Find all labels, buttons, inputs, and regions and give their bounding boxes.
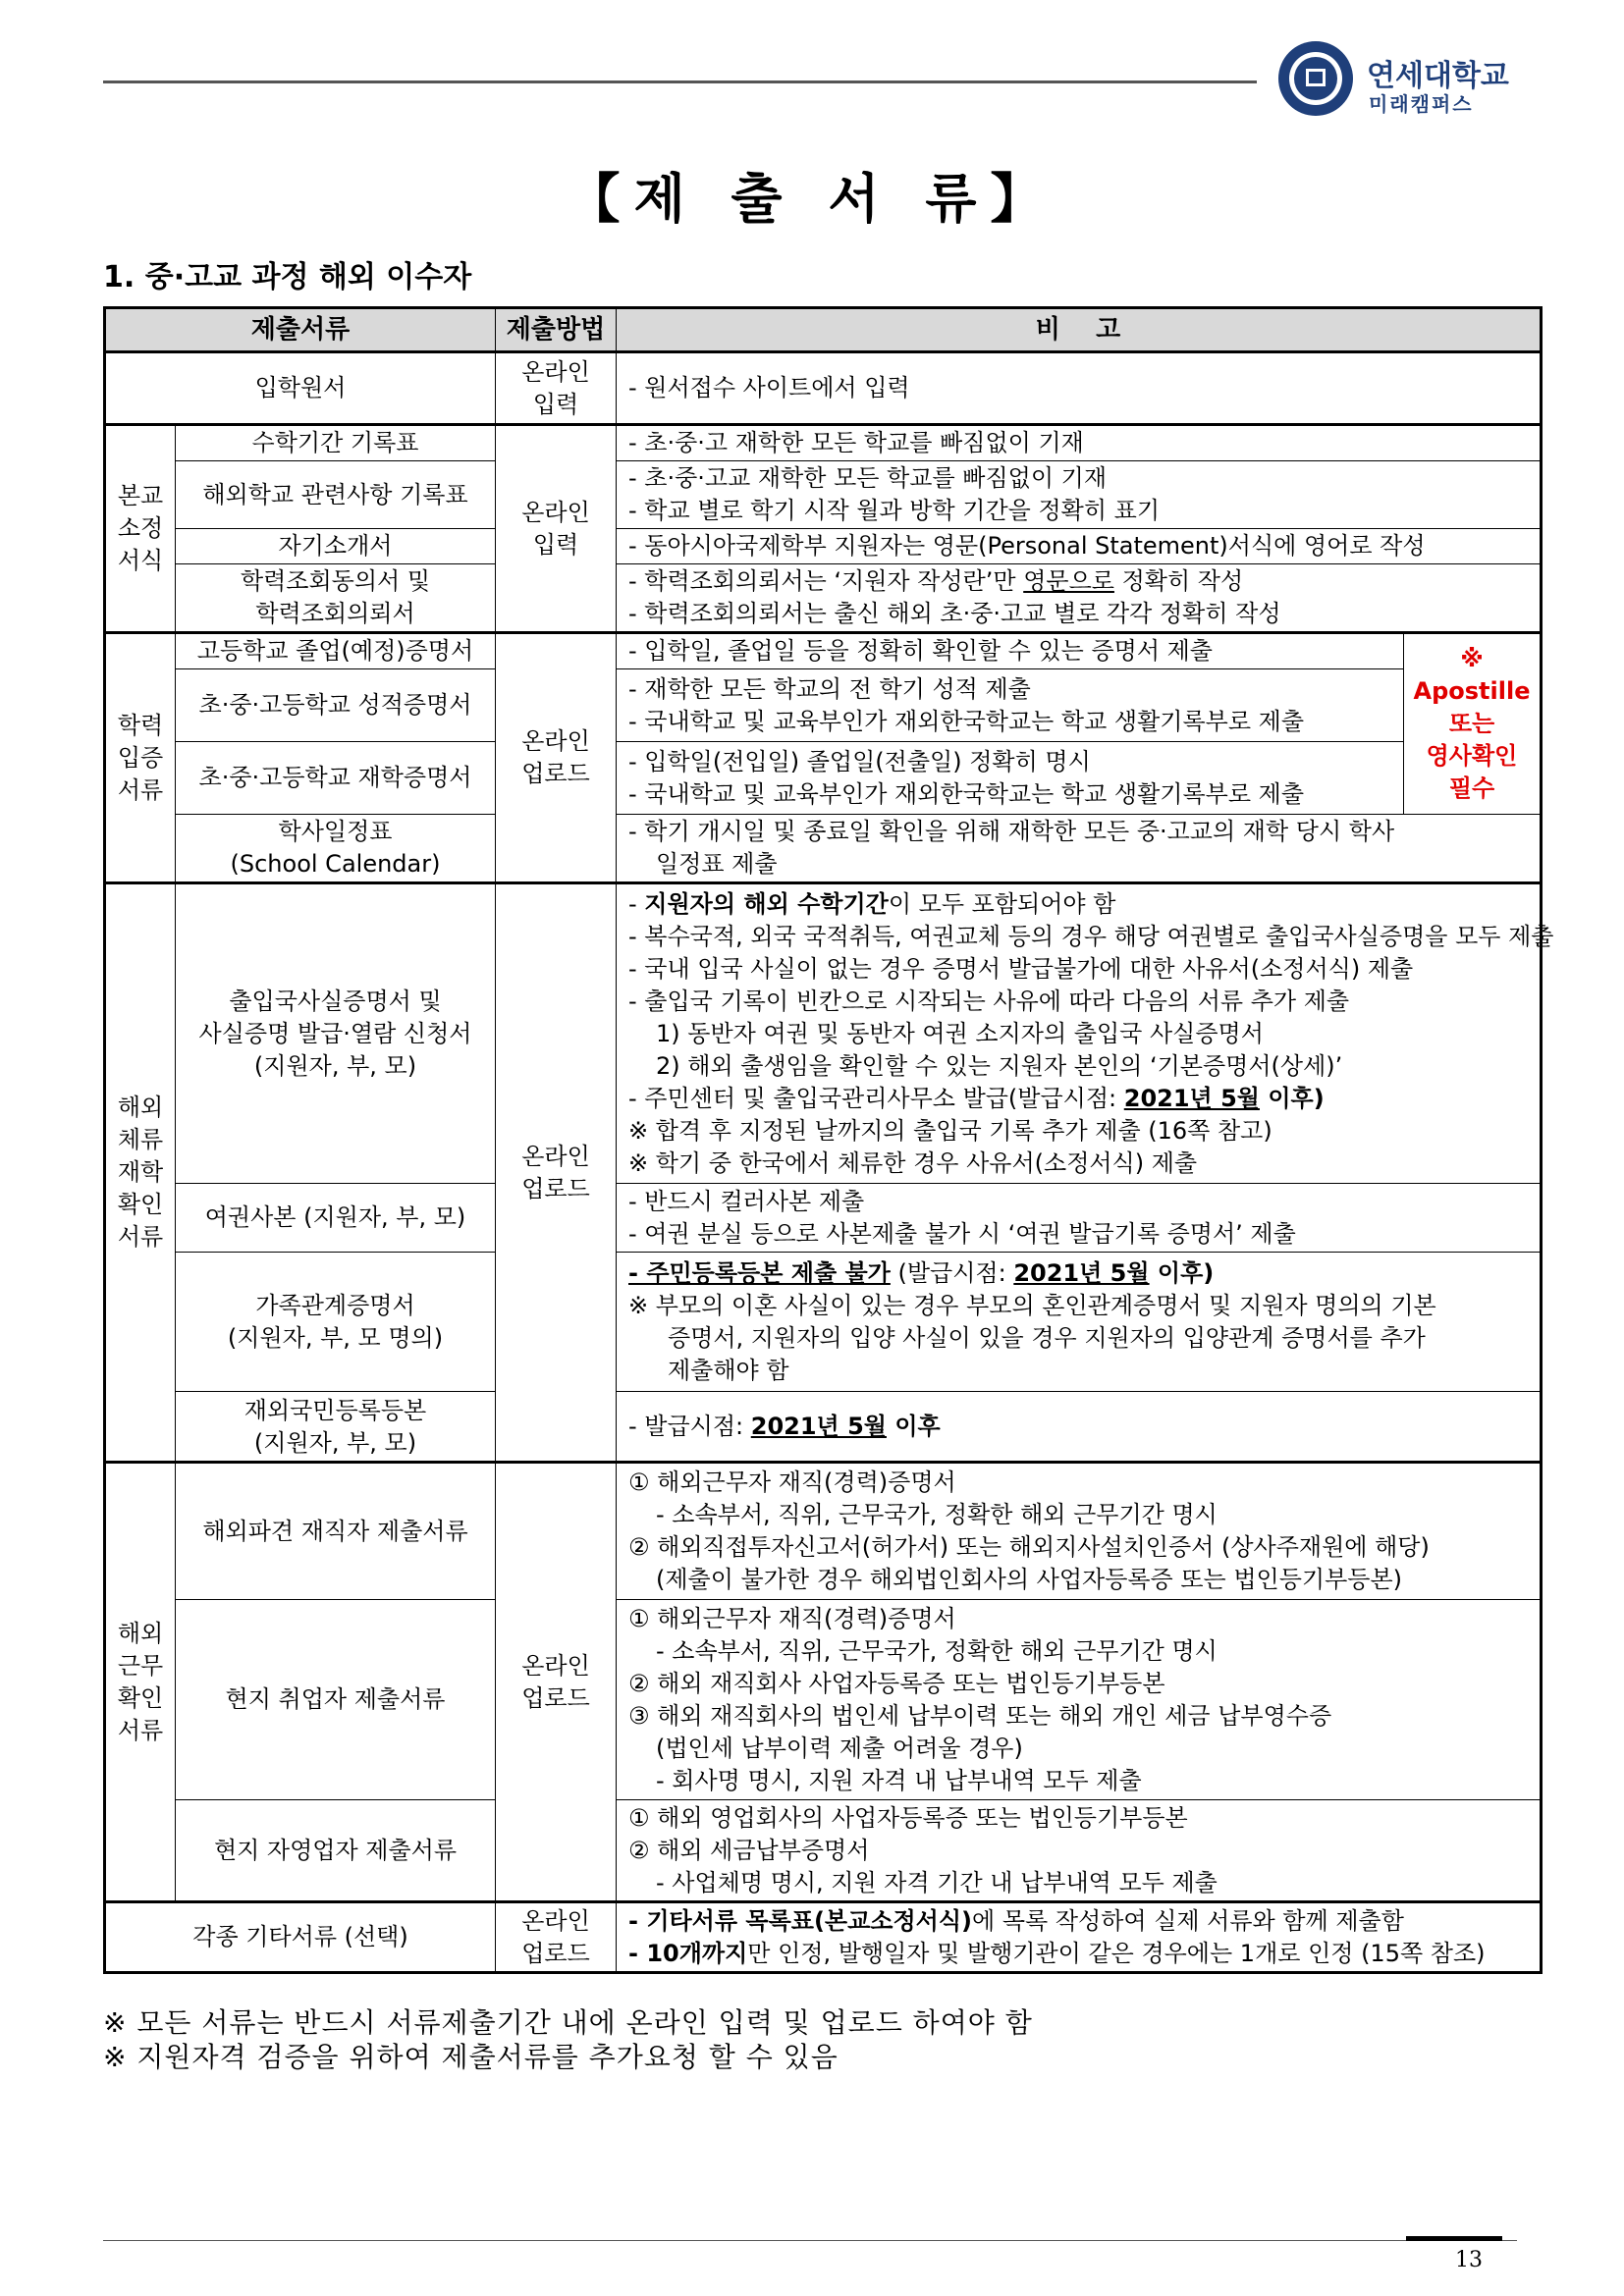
- note-cell: - 주민등록등본 제출 불가 (발급시점: 2021년 5월 이후) ※ 부모의 이혼 사실이 있는 경우 부모의 혼인관계증명서 및 지원자 명의의 기본 증명서, 지원자의 입양 사실이 있을 경우 지원자의 입양관계 증명서를 추가 제출해야 함: [617, 1253, 1542, 1392]
- doc-family-relation: 가족관계증명서 (지원자, 부, 모 명의): [176, 1253, 496, 1392]
- note-cell: - 반드시 컬러사본 제출 - 여권 분실 등으로 사본제출 불가 시 ‘여권 발급기록 증명서’ 제출: [617, 1184, 1542, 1253]
- method-cell: 온라인 업로드: [496, 883, 617, 1463]
- doc-enrollment-cert: 초·중·고등학교 재학증명서: [176, 742, 496, 815]
- doc-graduation-cert: 고등학교 졸업(예정)증명서: [176, 633, 496, 669]
- footer-rule: [103, 2240, 1517, 2241]
- note-cell: ① 해외근무자 재직(경력)증명서 - 소속부서, 직위, 근무국가, 정확한 해외 근무기간 명시 ② 해외 재직회사 사업자등록증 또는 법인등기부등본 ③ 해외 재직회사의 법인세 납부이력 또는 해외 개인 세금 납부영수증 (법인세 납부이력 제출 어려울 경우) - 회사명 명시, 지원 자격 내 납부내역 모두 제출: [617, 1600, 1542, 1800]
- group-label: 학력 입증 서류: [105, 633, 176, 883]
- documents-table: [103, 306, 1554, 1974]
- method-cell: 온라인 업로드: [496, 633, 617, 883]
- note-cell: - 지원자의 해외 수학기간이 모두 포함되어야 함 - 복수국적, 외국 국적취득, 여권교체 등의 경우 해당 여권별로 출입국사실증명을 모두 제출 - 국내 입국 사실이 없는 경우 증명서 발급불가에 대한 사유서(소정서식) 제출 - 출입국 기록이 빈칸으로 시작되는 사유에 따라 다음의 서류 추가 제출 1) 동반자 여권 및 동반자 여권 소지자의 출입국 사실증명서 2) 해외 출생임을 확인할 수 있는 지원자 본인의 ‘기본증명서(상세)’ - 주민센터 및 출입국관리사무소 발급(발급시점: 2021년 5월 이후) ※ 합격 후 지정된 날까지의 출입국 기록 추가 제출 (16쪽 참고) ※ 학기 중 한국에서 체류한 경우 사유서(소정서식) 제출: [617, 883, 1542, 1184]
- doc-overseas-registry: 재외국민등록등본 (지원자, 부, 모): [176, 1392, 496, 1463]
- method-cell: 온라인 입력: [496, 425, 617, 633]
- note-cell: - 초·중·고 재학한 모든 학교를 빠짐없이 기재: [617, 425, 1542, 461]
- doc-school-calendar: 학사일정표 (School Calendar): [176, 815, 496, 883]
- note-cell: - 학기 개시일 및 종료일 확인을 위해 재학한 모든 중·고교의 재학 당시 학사 일정표 제출: [617, 815, 1542, 883]
- university-seal-icon: [1276, 39, 1355, 118]
- header-rule: [103, 80, 1257, 83]
- header-documents: 제출서류: [105, 308, 496, 352]
- campus-name: 미래캠퍼스: [1369, 92, 1474, 116]
- footer-accent: [1406, 2236, 1502, 2241]
- apostille-notice: ※ Apostille 또는 영사확인 필수: [1404, 633, 1542, 815]
- note-cell: - 학력조회의뢰서는 ‘지원자 작성란’만 영문으로 정확히 작성 - 학력조회의뢰서는 출신 해외 초·중·고교 별로 각각 정확히 작성: [617, 564, 1542, 633]
- doc-dispatched-worker: 해외파견 재직자 제출서류: [176, 1463, 496, 1600]
- method-cell: 온라인 업로드: [496, 1463, 617, 1902]
- note-cell: ① 해외 영업회사의 사업자등록증 또는 법인등기부등본 ② 해외 세금납부증명서 - 사업체명 명시, 지원 자격 기간 내 납부내역 모두 제출: [617, 1800, 1542, 1902]
- note-cell: - 동아시아국제학부 지원자는 영문(Personal Statement)서식에 영어로 작성: [617, 529, 1542, 564]
- doc-application: 입학원서: [105, 352, 496, 425]
- university-name: 연세대학교: [1367, 59, 1509, 93]
- method-cell: 온라인 업로드: [496, 1902, 617, 1973]
- doc-academic-consent: 학력조회동의서 및 학력조회의뢰서: [176, 564, 496, 633]
- doc-self-employed: 현지 자영업자 제출서류: [176, 1800, 496, 1902]
- header-method: 제출방법: [496, 308, 617, 352]
- doc-study-period: 수학기간 기록표: [176, 425, 496, 461]
- method-cell: 온라인 입력: [496, 352, 617, 425]
- note-cell: - 재학한 모든 학교의 전 학기 성적 제출 - 국내학교 및 교육부인가 재외한국학교는 학교 생활기록부로 제출: [617, 669, 1404, 742]
- note-cell: - 발급시점: 2021년 5월 이후: [617, 1392, 1542, 1463]
- footnote: ※ 지원자격 검증을 위하여 제출서류를 추가요청 할 수 있음: [103, 2041, 839, 2073]
- page-title: 【제 출 서 류】: [567, 168, 1057, 230]
- note-cell: - 기타서류 목록표(본교소정서식)에 목록 작성하여 실제 서류와 함께 제출함 - 10개까지만 인정, 발행일자 및 발행기관이 같은 경우에는 1개로 인정 (15쪽 참조): [617, 1902, 1542, 1973]
- section-title: 1. 중·고교 과정 해외 이수자: [103, 260, 472, 294]
- doc-self-intro: 자기소개서: [176, 529, 496, 564]
- note-cell: ① 해외근무자 재직(경력)증명서 - 소속부서, 직위, 근무국가, 정확한 해외 근무기간 명시 ② 해외직접투자신고서(허가서) 또는 해외지사설치인증서 (상사주재원에 해당) (제출이 불가한 경우 해외법인회사의 사업자등록증 또는 법인등기부등본): [617, 1463, 1542, 1600]
- doc-school-info: 해외학교 관련사항 기록표: [176, 461, 496, 529]
- doc-passport-copy: 여권사본 (지원자, 부, 모): [176, 1184, 496, 1253]
- doc-immigration-record: 출입국사실증명서 및 사실증명 발급·열람 신청서 (지원자, 부, 모): [176, 883, 496, 1184]
- group-label: 본교 소정 서식: [105, 425, 176, 633]
- page-number: 13: [1455, 2248, 1483, 2272]
- group-label: 해외 체류 재학 확인 서류: [105, 883, 176, 1463]
- note-cell: - 입학일(전입일) 졸업일(전출일) 정확히 명시 - 국내학교 및 교육부인가 재외한국학교는 학교 생활기록부로 제출: [617, 742, 1404, 815]
- note-cell: - 입학일, 졸업일 등을 정확히 확인할 수 있는 증명서 제출: [617, 633, 1404, 669]
- note-cell: - 원서접수 사이트에서 입력: [617, 352, 1542, 425]
- group-label: 해외 근무 확인 서류: [105, 1463, 176, 1902]
- doc-local-employee: 현지 취업자 제출서류: [176, 1600, 496, 1800]
- header-remarks: 비 고: [617, 308, 1542, 352]
- doc-other-documents: 각종 기타서류 (선택): [105, 1902, 496, 1973]
- note-cell: - 초·중·고교 재학한 모든 학교를 빠짐없이 기재 - 학교 별로 학기 시작 월과 방학 기간을 정확히 표기: [617, 461, 1542, 529]
- footnotes: [103, 2005, 1033, 2074]
- doc-transcript: 초·중·고등학교 성적증명서: [176, 669, 496, 742]
- footnote: ※ 모든 서류는 반드시 서류제출기간 내에 온라인 입력 및 업로드 하여야 함: [103, 2006, 1033, 2039]
